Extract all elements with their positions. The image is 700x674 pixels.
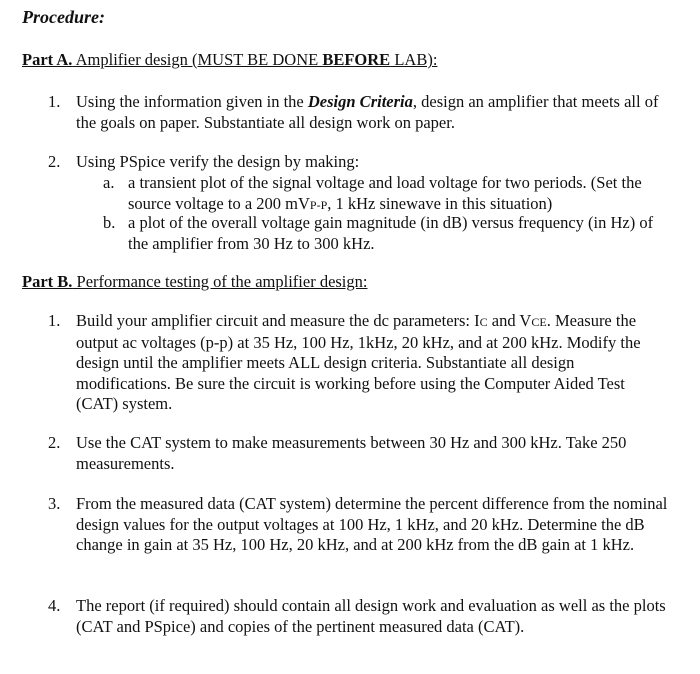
part-b-label: Part B. (22, 272, 73, 291)
ic-subscript: C (479, 315, 488, 329)
item-text: and V (487, 311, 532, 330)
part-a-item-2b (103, 213, 663, 254)
part-b-item-1-text (76, 311, 668, 415)
part-b-heading-text: Performance testing of the amplifier design: (72, 272, 368, 291)
part-a-heading-tail: LAB): (390, 50, 438, 69)
list-letter: a. (103, 173, 115, 192)
item-text: . Measure the output ac voltages (p-p) at 35 Hz, 100 Hz, 1kHz, 20 kHz, and at 200 kHz. Modify the design until the amplifier meets ALL design criteria. Substantiate all design modifications. Be sure the circuit is working before using the Computer Aided Test (CAT) system. (76, 311, 641, 413)
part-a-item-2a-text (128, 173, 663, 215)
list-number: 4. (48, 596, 61, 615)
part-b-item-4-text: The report (if required) should contain all design work and evaluation as well as the plots (CAT and PSpice) and copies of the pertinent measured data (CAT). (76, 596, 666, 636)
part-b-item-2 (48, 433, 668, 474)
part-b-item-1 (48, 311, 668, 415)
list-letter: b. (103, 213, 116, 232)
part-a-label: Part A. (22, 50, 73, 69)
part-a-item-2a (103, 173, 663, 215)
part-b-item-2-text: Use the CAT system to make measurements between 30 Hz and 300 kHz. Take 250 measurements. (76, 433, 627, 473)
list-number: 2. (48, 433, 61, 452)
part-a-item-1-text (76, 92, 668, 133)
list-number: 2. (48, 152, 61, 171)
procedure-title: Procedure: (22, 7, 105, 27)
design-criteria-emphasis: Design Criteria (307, 92, 413, 111)
part-b-item-3-text: From the measured data (CAT system) determine the percent difference from the nominal design values for the output voltages at 100 Hz, 1 kHz, and 20 kHz. Determine the dB change in gain at 35 Hz, 100 Hz, 20 kHz, and at 200 kHz from the dB gain at 1 kHz. (76, 494, 668, 554)
list-number: 1. (48, 92, 61, 111)
item-text: , design an amplifier that meets all of the goals on paper. Substantiate all design work on paper. (76, 92, 659, 132)
part-a-item-2b-text: a plot of the overall voltage gain magnitude (in dB) versus frequency (in Hz) of the amplifier from 30 Hz to 300 kHz. (128, 213, 654, 253)
item-text: a transient plot of the signal voltage and load voltage for two periods. (Set the source voltage to a 200 mV (128, 173, 642, 213)
list-number: 3. (48, 494, 61, 513)
part-b-heading (22, 272, 367, 293)
part-a-item-2-text: Using PSpice verify the design by making: (76, 152, 360, 171)
part-a-heading (22, 50, 437, 71)
list-number: 1. (48, 311, 61, 330)
part-a-heading-before: BEFORE (322, 50, 391, 69)
part-a-item-1 (48, 92, 668, 133)
part-b-item-3 (48, 494, 668, 556)
part-b-item-4 (48, 596, 668, 637)
item-text: Build your amplifier circuit and measure the dc parameters: I (76, 311, 480, 330)
part-a-heading-text: Amplifier design (MUST BE DONE (72, 50, 323, 69)
vce-subscript: CE (531, 315, 547, 329)
vpp-subscript: P-P (309, 197, 328, 212)
part-a-item-2 (48, 152, 668, 173)
item-text: , 1 kHz sinewave in this situation) (327, 193, 553, 213)
item-text: Using the information given in the (76, 92, 308, 111)
